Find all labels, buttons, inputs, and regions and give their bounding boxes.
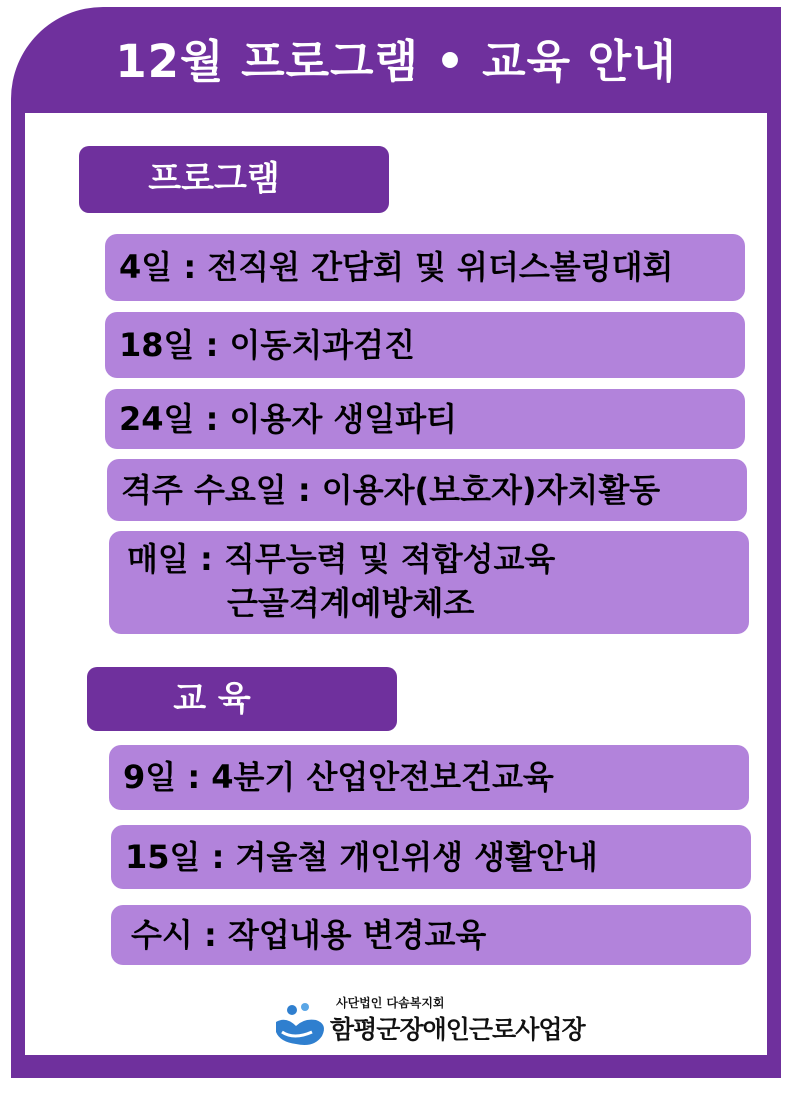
program-item-2: [105, 312, 745, 378]
program-item-text: 18일 : 이동치과검진: [119, 326, 415, 364]
education-item-1: [109, 745, 749, 810]
education-item-3: [111, 905, 751, 965]
education-item-text: 수시 : 작업내용 변경교육: [131, 916, 487, 954]
program-item-3: [105, 389, 745, 449]
education-item-text: 15일 : 겨울철 개인위생 생활안내: [125, 838, 598, 876]
program-item-text: 격주 수요일 : 이용자(보호자)자치활동: [121, 471, 661, 509]
education-section-header: [87, 667, 397, 731]
program-item-text: 매일 : 직무능력 및 적합성교육: [127, 540, 556, 578]
education-section-header-label: 교 육: [173, 679, 251, 719]
education-item-2: [111, 825, 751, 889]
education-item-text: 9일 : 4분기 산업안전보건교육: [123, 758, 554, 796]
program-item-1: [105, 234, 745, 301]
logo-subtitle: 사단법인 다솜복지회: [336, 996, 445, 1010]
program-item-5: [109, 531, 749, 634]
organization-logo: [272, 992, 592, 1052]
program-section-header-label: 프로그램: [148, 159, 280, 199]
program-item-text: 24일 : 이용자 생일파티: [119, 400, 458, 438]
program-item-4: [107, 459, 747, 521]
page-title: 12월 프로그램 • 교육 안내: [115, 35, 677, 88]
program-item-text-line2: 근골격계예방체조: [227, 584, 475, 622]
logo-name: 함평군장애인근로사업장: [330, 1015, 585, 1044]
logo-figures-icon: [272, 1002, 332, 1048]
program-item-text: 4일 : 전직원 간담회 및 위더스볼링대회: [119, 248, 674, 286]
program-section-header: [79, 146, 389, 213]
